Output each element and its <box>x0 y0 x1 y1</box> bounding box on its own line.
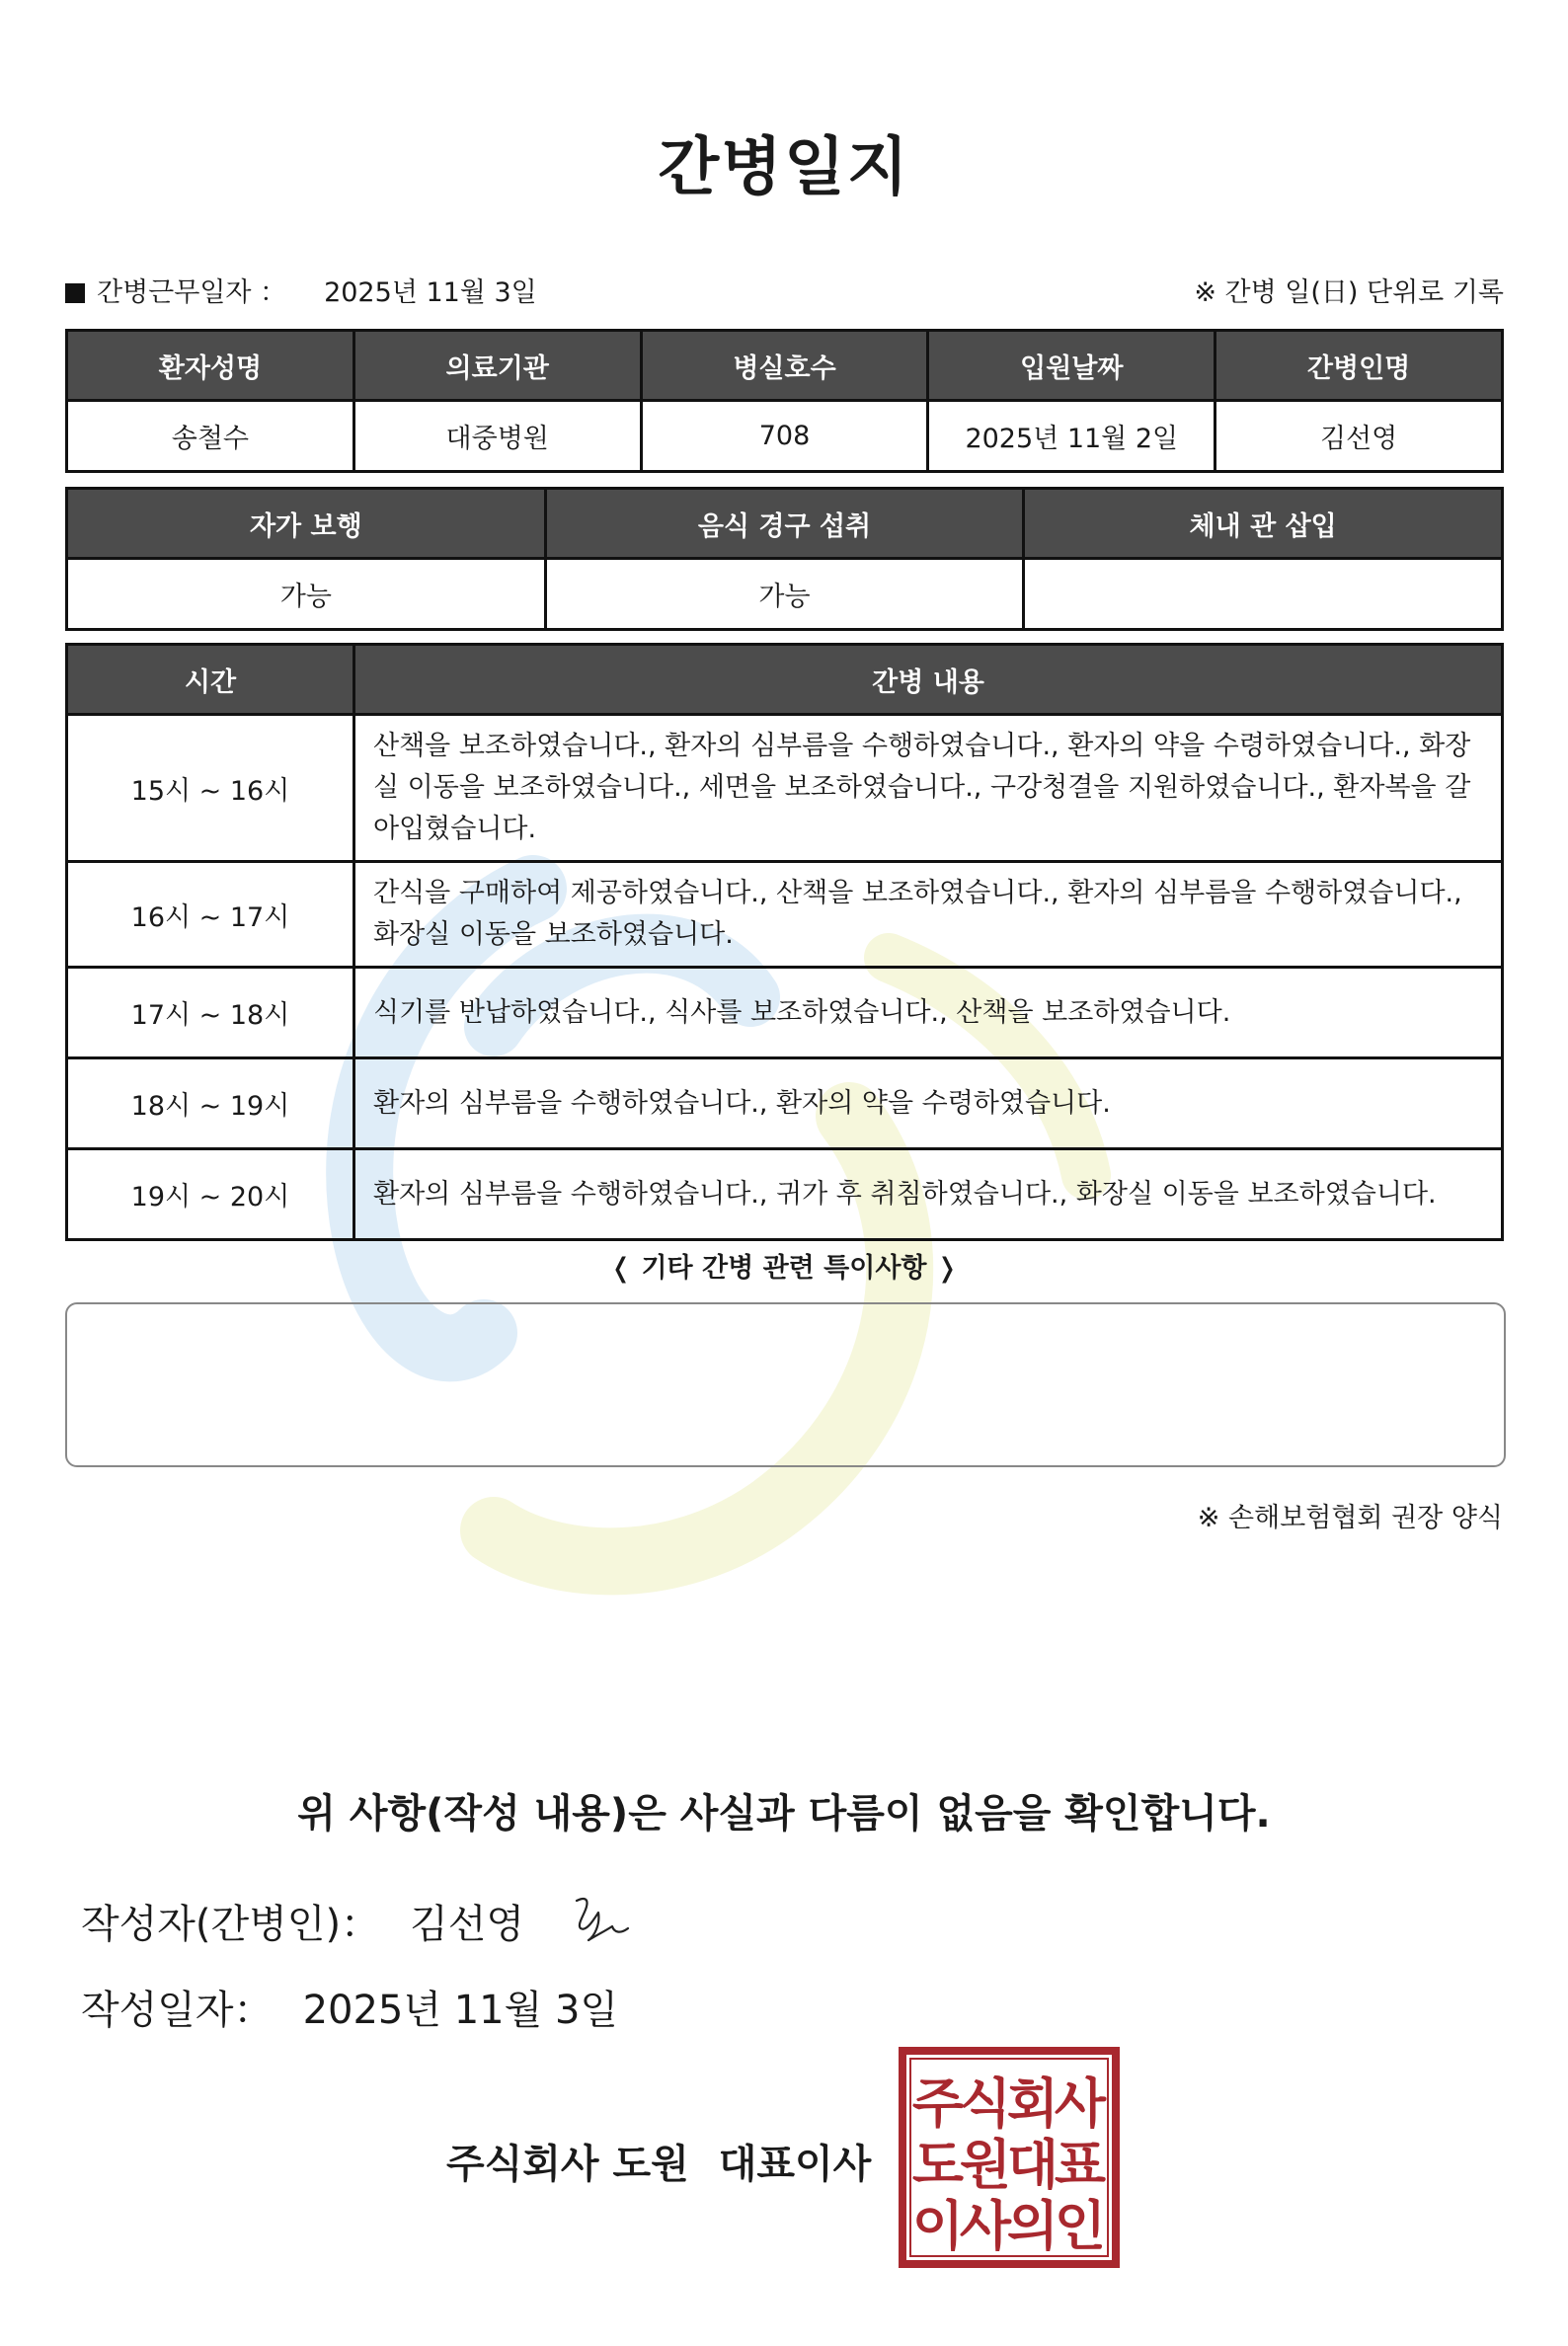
tube-insertion-value <box>1024 559 1503 630</box>
header-self-walking: 자가 보행 <box>67 489 546 559</box>
svg-text:식: 식 <box>959 2072 1012 2135</box>
header-tube-insertion: 체내 관 삽입 <box>1024 489 1503 559</box>
room-number: 708 <box>641 401 928 472</box>
header-care-content: 간병 내용 <box>354 645 1503 715</box>
table-row <box>67 1149 1503 1240</box>
svg-text:원: 원 <box>959 2134 1012 2196</box>
svg-text:도: 도 <box>911 2134 965 2196</box>
patient-status-table <box>65 487 1504 631</box>
author-label: 작성자(간병인)： <box>81 1902 381 1947</box>
svg-text:사: 사 <box>1054 2072 1107 2135</box>
time-cell: 17시 ~ 18시 <box>67 968 354 1058</box>
svg-text:회: 회 <box>1006 2072 1059 2135</box>
time-cell: 18시 ~ 19시 <box>67 1058 354 1149</box>
header-time: 시간 <box>67 645 354 715</box>
patient-info-table <box>65 329 1504 473</box>
table-row <box>67 401 1503 472</box>
work-date-value: 2025년 11월 3일 <box>324 277 537 308</box>
care-content-cell: 간식을 구매하여 제공하였습니다., 산책을 보조하였습니다., 환자의 심부름을 수행하였습니다., 화장실 이동을 보조하였습니다. <box>354 862 1503 968</box>
author-name: 김선영 <box>410 1902 524 1947</box>
table-row <box>67 715 1503 862</box>
work-date-row <box>65 274 1504 313</box>
header-admission-date: 입원날짜 <box>928 331 1215 401</box>
company-seal <box>899 2047 1120 2268</box>
table-row <box>67 1058 1503 1149</box>
date-label: 작성일자： <box>81 1988 274 2033</box>
header-caregiver-name: 간병인명 <box>1215 331 1503 401</box>
oral-intake-value: 가능 <box>545 559 1024 630</box>
svg-text:표: 표 <box>1054 2134 1107 2196</box>
self-walking-value: 가능 <box>67 559 546 630</box>
header-institution: 의료기관 <box>353 331 641 401</box>
header-patient-name: 환자성명 <box>67 331 354 401</box>
care-content-cell: 산책을 보조하였습니다., 환자의 심부름을 수행하였습니다., 환자의 약을 수령하였습니다., 화장실 이동을 보조하였습니다., 세면을 보조하였습니다., 구강청결을 지원하였습니다., 환자복을 갈아입혔습니다. <box>354 715 1503 862</box>
form-source-note: ※ 손해보험협회 권장 양식 <box>1197 1503 1503 1533</box>
notes-box <box>65 1302 1506 1467</box>
ceo-title: 대표이사 <box>718 2142 872 2187</box>
work-date-label: 간병근무일자 ： <box>97 277 287 308</box>
notes-heading: ❬ 기타 간병 관련 특이사항 ❭ <box>609 1253 959 1284</box>
care-log-table <box>65 643 1504 1241</box>
time-cell: 15시 ~ 16시 <box>67 715 354 862</box>
svg-text:대: 대 <box>1006 2134 1059 2196</box>
table-header-row <box>67 489 1503 559</box>
square-bullet-icon <box>65 283 85 303</box>
admission-date: 2025년 11월 2일 <box>928 401 1215 472</box>
patient-name: 송철수 <box>67 401 354 472</box>
institution: 대중병원 <box>353 401 641 472</box>
svg-text:주: 주 <box>911 2072 965 2135</box>
care-content-cell: 환자의 심부름을 수행하였습니다., 귀가 후 취침하였습니다., 화장실 이동을 보조하였습니다. <box>354 1149 1503 1240</box>
document-title: 간병일지 <box>658 131 910 204</box>
care-content-cell: 환자의 심부름을 수행하였습니다., 환자의 약을 수령하였습니다. <box>354 1058 1503 1149</box>
table-header-row <box>67 331 1503 401</box>
written-date: 2025년 11월 3일 <box>302 1988 619 2033</box>
time-cell: 16시 ~ 17시 <box>67 862 354 968</box>
company-name: 주식회사 도원 <box>446 2142 689 2187</box>
work-date <box>65 274 537 313</box>
table-row <box>67 862 1503 968</box>
author-row <box>81 1893 524 1949</box>
svg-text:사: 사 <box>959 2195 1012 2257</box>
table-row <box>67 559 1503 630</box>
header-room-number: 병실호수 <box>641 331 928 401</box>
caregiver-name: 김선영 <box>1215 401 1503 472</box>
confirmation-statement: 위 사항(작성 내용)은 사실과 다름이 없음을 확인합니다. <box>297 1791 1271 1837</box>
date-row <box>81 1979 618 2035</box>
table-header-row <box>67 645 1503 715</box>
svg-text:인: 인 <box>1054 2195 1107 2257</box>
svg-text:의: 의 <box>1006 2195 1059 2257</box>
care-content-cell: 식기를 반납하였습니다., 식사를 보조하였습니다., 산책을 보조하였습니다. <box>354 968 1503 1058</box>
header-oral-intake: 음식 경구 섭취 <box>545 489 1024 559</box>
unit-note: ※ 간병 일(日) 단위로 기록 <box>1194 277 1504 308</box>
time-cell: 19시 ~ 20시 <box>67 1149 354 1240</box>
handwritten-signature <box>571 1891 634 1946</box>
svg-text:이: 이 <box>911 2195 965 2257</box>
company-signature <box>446 2133 871 2189</box>
table-row <box>67 968 1503 1058</box>
